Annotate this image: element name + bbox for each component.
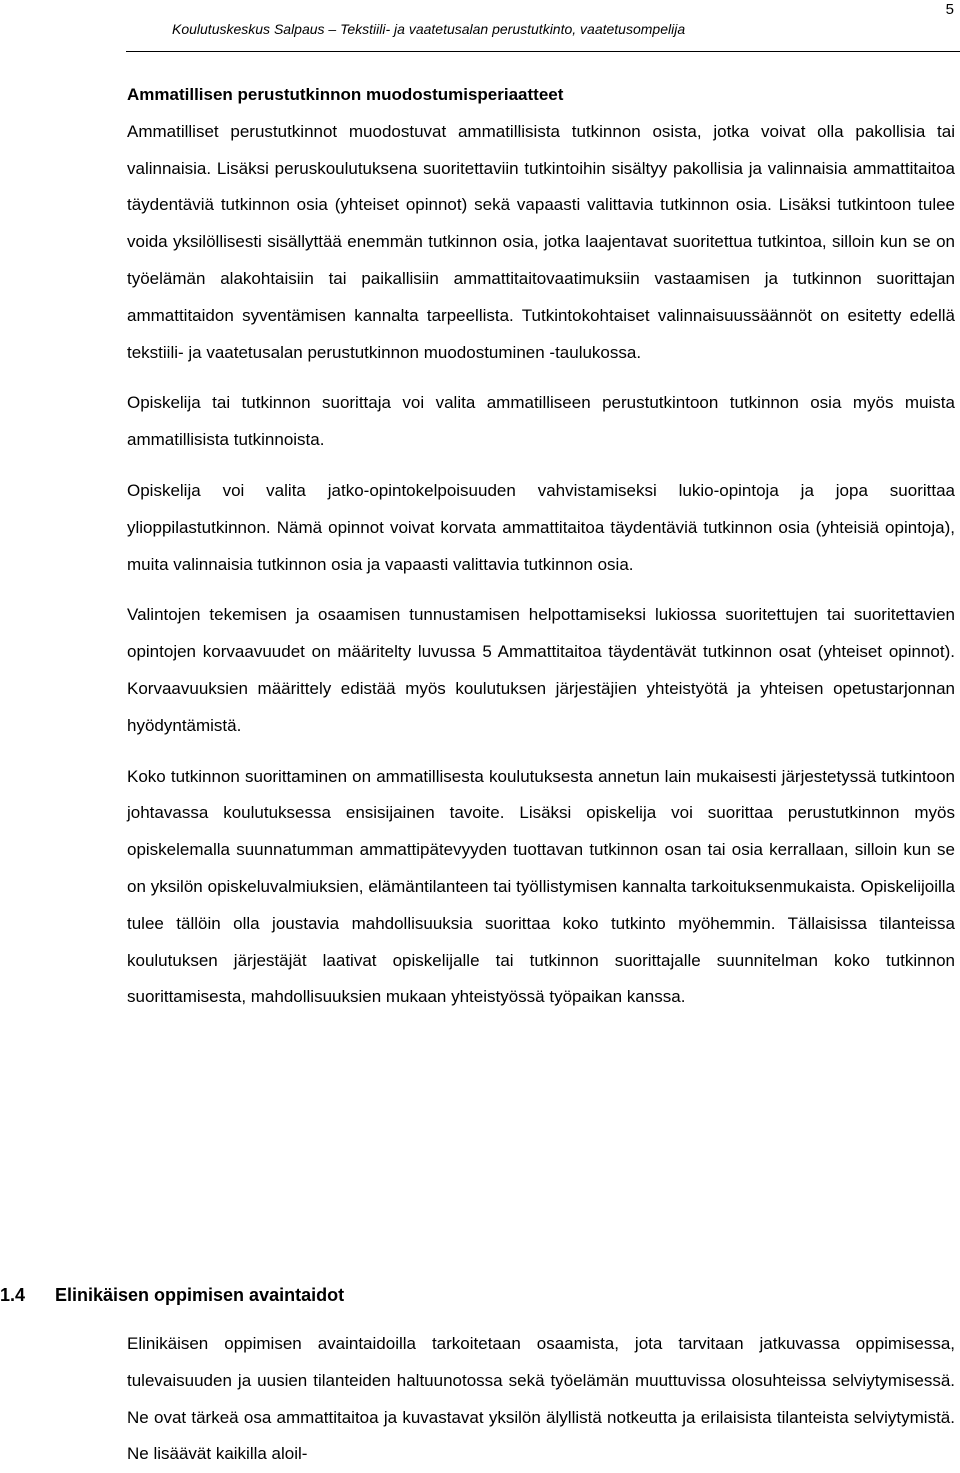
chapter-heading	[0, 1277, 700, 1313]
paragraph-equivalences: Valintojen tekemisen ja osaamisen tunnustamisen helpottamiseksi lukiossa suoritettujen tai suoritettavien opintojen korvaavuudet on määritelty luvussa 5 Ammattitaitoa täydentävät tutkinnon osat (yhteiset opinnot). Korvaavuuksien määrittely edistää myös koulutuksen järjestäjien yhteistyötä ja yhteisen opetustarjonnan hyödyntämistä.	[127, 605, 955, 735]
chapter-title: Elinikäisen oppimisen avaintaidot	[55, 1285, 345, 1305]
section-heading: Ammatillisen perustutkinnon muodostumisperiaatteet	[127, 85, 564, 104]
running-header: Koulutuskeskus Salpaus – Tekstiili- ja vaatetusalan perustutkinto, vaatetusompelija	[172, 21, 686, 37]
paragraph-key-competences: Elinikäisen oppimisen avaintaidoilla tarkoitetaan osaamista, jota tarvitaan jatkuvassa oppimisessa, tulevaisuuden ja uusien tilanteiden haltuunotossa sekä työelämän muuttuvissa olosuhteissa selviytymisessä. Ne ovat tärkeä osa ammattitaitoa ja kuvastavat yksilön älyllistä notkeutta ja erilaisista tilanteista selviytymistä. Ne lisäävät kaikilla aloil-	[127, 1334, 955, 1464]
page-number: 5	[945, 1, 954, 18]
chapter-number: 1.4	[0, 1285, 26, 1305]
paragraph-full-qualification: Koko tutkinnon suorittaminen on ammatillisesta koulutuksesta annetun lain mukaisesti järjestetyssä tutkintoon johtavassa koulutuksessa ensisijainen tavoite. Lisäksi opiskelija voi suorittaa perustutkinnon myös opiskelemalla suunnatumman ammattipätevyyden tuottavan tutkinnon osan tai osia kerrallaan, silloin kun se on yksilön opiskeluvalmiuksien, elämäntilanteen tai työllistymisen kannalta tarkoituksenmukaista. Opiskelijoilla tulee tällöin olla joustavia mahdollisuuksia suorittaa koko tutkinto myöhemmin. Tällaisissa tilanteissa koulutuksen järjestäjät laativat opiskelijalle tai tutkinnon suorittajalle suunnitelman koko tutkinnon suorittamisesta, mahdollisuuksien mukaan yhteistyössä työpaikan kanssa.	[127, 766, 955, 1007]
chapter-content	[127, 1326, 955, 1473]
paragraph-other-qualifications: Opiskelija tai tutkinnon suorittaja voi valita ammatilliseen perustutkintoon tutkinnon osia myös muista ammatillisista tutkinnoista.	[127, 393, 955, 450]
paragraph-composition: Ammatilliset perustutkinnot muodostuvat ammatillisista tutkinnon osista, jotka voivat olla pakollisia tai valinnaisia. Lisäksi peruskoulutuksena suoritettaviin tutkintoihin sisältyy pakollisia ja valinnaisia ammattitaitoa täydentäviä tutkinnon osia (yhteiset opinnot) sekä vapaasti valittavia tutkinnon osia. Lisäksi tutkintoon tulee voida yksilöllisesti sisällyttää enemmän tutkinnon osia, jotka laajentavat suoritettua tutkintoa, silloin kun se on työelämän alakohtaisiin tai paikallisiin ammattitaitovaatimuksiin vastaamisen ja tutkinnon suorittajan ammattitaidon syventämisen kannalta tarpeellista. Tutkintokohtaiset valinnaisuussäännöt on esitetty edellä tekstiili- ja vaatetusalan perustutkinnon muodostuminen -taulukossa.	[127, 121, 955, 362]
paragraph-upper-secondary-studies: Opiskelija voi valita jatko-opintokelpoisuuden vahvistamiseksi lukio-opintoja ja jopa suorittaa ylioppilastutkinnon. Nämä opinnot voivat korvata ammattitaitoa täydentäviä tutkinnon osia (yhteisiä opintoja), muita valinnaisia tutkinnon osia ja vapaasti valittavia tutkinnon osia.	[127, 480, 955, 574]
header-rule	[126, 51, 960, 52]
main-content	[127, 77, 955, 1016]
